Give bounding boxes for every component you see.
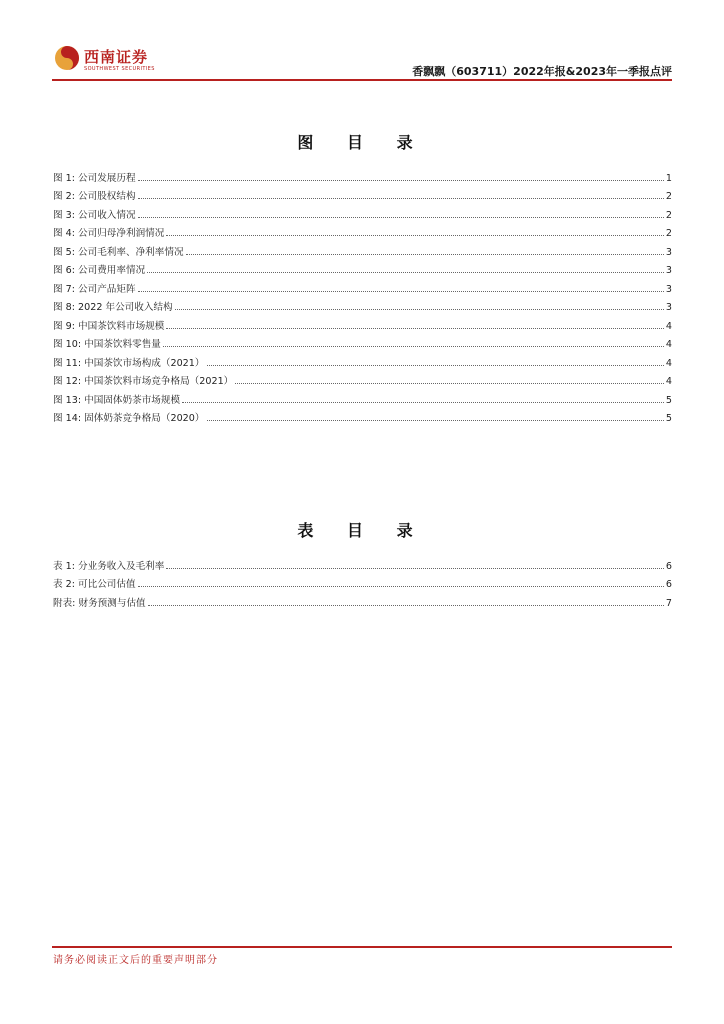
toc-entry-label: 图 6: 公司费用率情况 (53, 265, 146, 276)
toc-entry-label: 图 8: 2022 年公司收入结构 (53, 302, 173, 313)
toc-entry-label: 图 2: 公司股权结构 (53, 191, 136, 202)
toc-entry-page: 6 (665, 579, 672, 590)
page-header (52, 40, 672, 80)
toc-entry-page: 6 (665, 560, 672, 572)
toc-leader (147, 271, 664, 273)
footer-divider (52, 946, 672, 948)
toc-leader (163, 345, 664, 347)
toc-entry[interactable] (53, 239, 672, 258)
header-divider (52, 79, 672, 81)
toc-entry-page: 4 (665, 357, 672, 369)
toc-entry-label: 图 14: 固体奶茶竞争格局（2020） (53, 413, 205, 424)
toc-entry-label: 图 9: 中国茶饮料市场规模 (53, 320, 165, 332)
toc-entry[interactable] (53, 572, 672, 591)
toc-entry-label: 图 3: 公司收入情况 (53, 209, 136, 221)
toc-entry-page: 1 (665, 172, 672, 184)
toc-entry[interactable] (53, 350, 672, 369)
toc-leader (182, 401, 664, 403)
report-title: 香飘飘（603711）2022年报&2023年一季报点评 (412, 65, 672, 78)
toc-entry-page: 3 (665, 265, 672, 276)
toc-leader (235, 382, 664, 384)
toc-entry-label: 图 10: 中国茶饮料零售量 (53, 339, 161, 350)
toc-entry-page: 3 (665, 283, 672, 295)
toc-entry-page: 3 (665, 302, 672, 313)
toc-entry[interactable] (53, 387, 672, 406)
toc-entry-label: 图 13: 中国固体奶茶市场规模 (53, 394, 181, 406)
toc-entry[interactable] (53, 369, 672, 388)
logo-subtext: SOUTHWEST SECURITIES (84, 66, 155, 72)
toc-leader (166, 567, 664, 569)
toc-entry-label: 图 7: 公司产品矩阵 (53, 283, 136, 295)
toc-leader (166, 234, 664, 236)
toc-entry-page: 7 (665, 597, 672, 609)
toc-leader (175, 308, 664, 310)
figures-toc-title: 图 目 录 (297, 133, 427, 152)
toc-entry-page: 2 (665, 228, 672, 239)
toc-leader (148, 604, 664, 606)
toc-leader (138, 585, 664, 587)
toc-entry-page: 4 (665, 320, 672, 332)
toc-entry-label: 图 12: 中国茶饮料市场竞争格局（2021） (53, 376, 234, 387)
toc-leader (138, 290, 664, 292)
toc-leader (186, 253, 664, 255)
toc-entry-page: 5 (665, 413, 672, 424)
toc-entry[interactable] (53, 332, 672, 351)
toc-entry[interactable] (53, 276, 672, 295)
toc-leader (138, 179, 664, 181)
toc-entry-label: 图 5: 公司毛利率、净利率情况 (53, 246, 184, 258)
toc-entry[interactable] (53, 553, 672, 572)
toc-entry-page: 5 (665, 394, 672, 406)
toc-entry[interactable] (53, 165, 672, 184)
toc-entry[interactable] (53, 258, 672, 277)
toc-entry[interactable] (53, 202, 672, 221)
figures-toc-list (53, 165, 672, 424)
toc-entry-label: 图 4: 公司归母净利润情况 (53, 228, 165, 239)
toc-leader (207, 419, 664, 421)
toc-entry[interactable] (53, 295, 672, 314)
toc-entry[interactable] (53, 221, 672, 240)
toc-entry[interactable] (53, 184, 672, 203)
toc-entry-page: 2 (665, 191, 672, 202)
toc-entry[interactable] (53, 590, 672, 609)
toc-entry[interactable] (53, 313, 672, 332)
toc-leader (138, 216, 664, 218)
toc-entry-label: 图 11: 中国茶饮市场构成（2021） (53, 357, 205, 369)
toc-entry-page: 4 (665, 339, 672, 350)
company-logo (54, 42, 214, 78)
toc-entry-page: 3 (665, 246, 672, 258)
logo-text: 西南证券 (84, 48, 149, 66)
toc-leader (207, 364, 664, 366)
toc-entry-label: 图 1: 公司发展历程 (53, 172, 136, 184)
toc-entry-label: 附表: 财务预测与估值 (53, 597, 146, 609)
footer-disclaimer: 请务必阅读正文后的重要声明部分 (53, 955, 218, 966)
logo-emblem-icon (54, 45, 80, 71)
toc-leader (138, 197, 664, 199)
toc-entry-label: 表 1: 分业务收入及毛利率 (53, 560, 165, 572)
toc-entry[interactable] (53, 406, 672, 425)
toc-leader (166, 327, 664, 329)
toc-entry-label: 表 2: 可比公司估值 (53, 579, 136, 590)
toc-entry-page: 4 (665, 376, 672, 387)
toc-entry-page: 2 (665, 209, 672, 221)
tables-toc-list (53, 553, 672, 609)
tables-toc-title: 表 目 录 (297, 521, 427, 540)
